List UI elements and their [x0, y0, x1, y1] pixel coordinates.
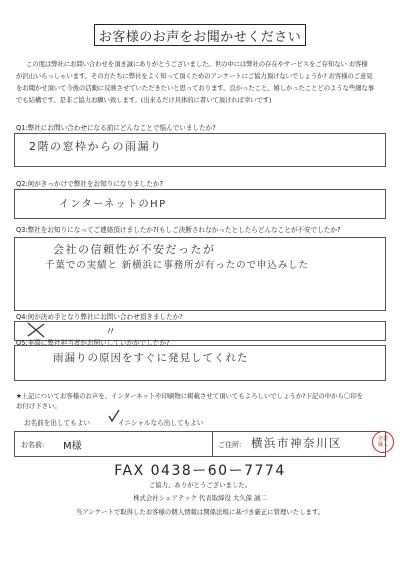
intro-line-2: が沢山いらっしゃいます。その方たちに弊社をよく知って頂くためのアンケートにご協力頂けないでしょうか? お客様のご意見: [16, 72, 373, 80]
q5-label: Q5:実際に弊社担当者がお伺いしていかがでしたか?: [16, 339, 170, 347]
q2-label: Q2:何がきっかけで弊社をお知りになりましたか?: [16, 180, 163, 188]
q3-answer-box: [14, 237, 386, 311]
address-label: ご住所:: [218, 441, 242, 449]
cross-mark-icon: [24, 320, 48, 340]
thanks-text: ご協力、ありがとうございました。: [148, 481, 252, 489]
q4-answer-box: [14, 321, 386, 341]
intro-line-4: でも結構です。是非ご協力お願い致します。(出来るだけ具体的に書いて頂ければ幸いです): [16, 96, 272, 104]
name-value: M様: [63, 441, 82, 452]
q5-answer-box: [14, 345, 386, 381]
intro-line-1: この度は弊社にお問い合わせを頂き誠にありがとうございました。世の中には弊社の存在やサービスをご存知ない お客様: [26, 60, 368, 68]
q5-answer-line-1: 雨漏りの原因をすぐに発見してくれた: [53, 352, 249, 364]
row-divider: [212, 432, 213, 456]
q1-answer-line-1: 2階の窓枠からの雨漏り: [29, 140, 163, 153]
consent-text-line-2: お付け下さい。: [16, 402, 61, 410]
q1-answer-box: [14, 133, 386, 167]
fax-number: FAX 0438ー60ー7774: [114, 463, 286, 479]
q2-answer-box: [14, 189, 386, 219]
q3-answer-line-2: 千葉での実績と 新横浜に事務所が有ったので申込みした: [45, 260, 309, 271]
q2-answer-line-1: インターネットのHP: [59, 199, 167, 210]
intro-line-3: をお聞かせ頂いて今後の活動に反映させていただきたいと思っております。良かったこと、嬉しかったことどのような些細な事: [16, 84, 375, 92]
q1-label: Q1:弊社にお問い合わせになる前にどんなことで悩んでいましたか?: [16, 124, 216, 132]
q4-label: Q4:何が決め手となり弊社にお問い合わせ頂きましたか?: [16, 313, 183, 321]
q3-answer-line-1: 会社の信頼性が不安だったが: [53, 243, 216, 256]
privacy-notice: 当アンケートで取得したお客様の個人情報は関係法規に基づき厳正に管理いたします。: [75, 508, 325, 516]
company-seal-stamp: 塗装 職人: [372, 431, 394, 453]
company-name: 株式会社シェアテック 代表取締役 大久保 誠二: [133, 494, 267, 502]
option-name-ok: お名前を出してもよい: [24, 419, 90, 427]
option-initials-ok: イニシャルなら出してもよい: [118, 419, 204, 427]
intro-paragraph: [16, 58, 384, 106]
name-label: お名前:: [21, 441, 45, 449]
survey-title: お客様のお声をお聞かせください: [94, 24, 306, 46]
customer-info-row: [14, 431, 386, 457]
q3-label: Q3:弊社をお知りになってご連絡頂けましたか?(もしご決断されなかったとしたらどんなことが不安でしたか?: [16, 226, 341, 234]
address-value: 横浜市神奈川区: [251, 436, 342, 450]
consent-text-line-1: ★上記についてお客様のお声を、インターネットや印刷物に掲載させて頂いてもよろしいでしょうか?下記の中から〇印を: [16, 392, 364, 400]
q4-answer-line-1: 〃: [105, 325, 118, 338]
